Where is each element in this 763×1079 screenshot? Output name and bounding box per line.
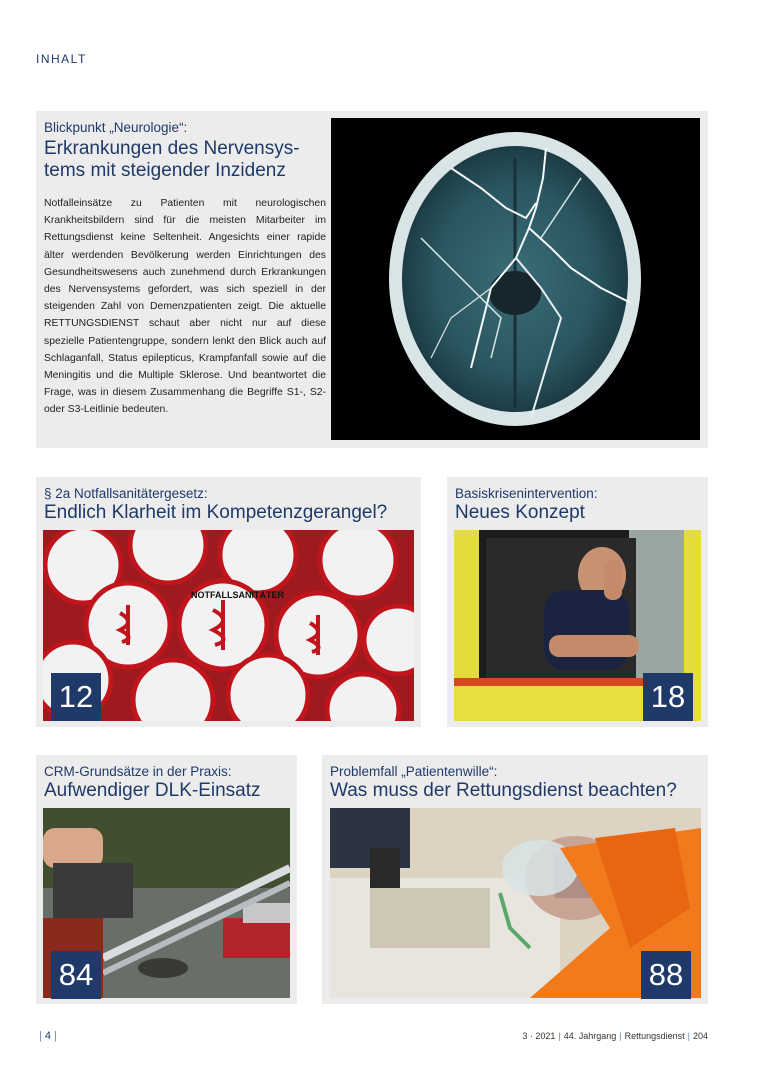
patch-text: NOTFALLSANITÄTER [191, 590, 284, 600]
issue-info: 3 · 2021 | 44. Jahrgang | Rettungsdienst | 204 [522, 1031, 708, 1041]
footer-issue: 3 · 2021 [522, 1031, 556, 1041]
feature-article[interactable] [36, 111, 708, 448]
page-number-badge: 84 [51, 951, 101, 999]
article-kicker: Basiskrisenintervention: [455, 486, 598, 501]
article-crm-grundsaetze[interactable] [36, 755, 297, 1004]
section-header: INHALT [36, 52, 87, 66]
article-kicker: § 2a Notfallsanitätergesetz: [44, 486, 208, 501]
feature-kicker: Blickpunkt „Neurologie“: [44, 120, 188, 135]
page-number-badge: 88 [641, 951, 691, 999]
page-number-footer: | 4 | [39, 1030, 57, 1042]
page-number-badge: 18 [643, 673, 693, 721]
brain-ct-image [331, 118, 700, 440]
footer-page-ref: 204 [692, 1031, 708, 1041]
page-number-badge: 12 [51, 673, 101, 721]
article-kicker: CRM-Grundsätze in der Praxis: [44, 764, 232, 779]
article-title: Aufwendiger DLK-Einsatz [44, 780, 261, 801]
article-patientenwille[interactable] [322, 755, 708, 1004]
feature-body: Notfalleinsätze zu Patienten mit neurologischen Krankheitsbildern sind für die meisten Mitarbeiter im Rettungsdienst keine Seltenheit. Angesichts einer rapide älter werdenden Bevölkerung werden Einrichtungen des Gesundheitswesens auch zunehmend durch Erkrankungen des Nervensystems gefordert, was sich speziell in der steigenden Zahl von Demenzpatienten zeigt. Die aktuelle RETTUNGSDIENST schaut aber nicht nur auf diese spezielle Patientengruppe, sondern lenkt den Blick auch auf Schlaganfall, Status epilepticus, Krampfanfall sowie auf die Meningitis und die Multiple Sklerose. Und beantwortet die Frage, was in diesem Zusammenhang die Begriffe S1-, S2- oder S3-Leitlinie bedeuten. [44, 198, 326, 416]
article-title: Was muss der Rettungsdienst beachten? [330, 780, 677, 801]
footer-magazine: Rettungsdienst [624, 1031, 685, 1041]
article-title: Neues Konzept [455, 502, 585, 523]
feature-title-line1: Erkrankungen des Nervensys- [44, 138, 300, 159]
article-notfallsanitaetergesetz[interactable] [36, 477, 421, 727]
article-title: Endlich Klarheit im Kompetenzgerangel? [44, 502, 388, 523]
feature-title-line2: tems mit steigender Inzidenz [44, 160, 286, 181]
article-basiskrisenintervention[interactable] [447, 477, 708, 727]
footer-volume: 44. Jahrgang [563, 1031, 617, 1041]
article-kicker: Problemfall „Patientenwille“: [330, 764, 498, 779]
footer-page: 4 [44, 1030, 51, 1042]
